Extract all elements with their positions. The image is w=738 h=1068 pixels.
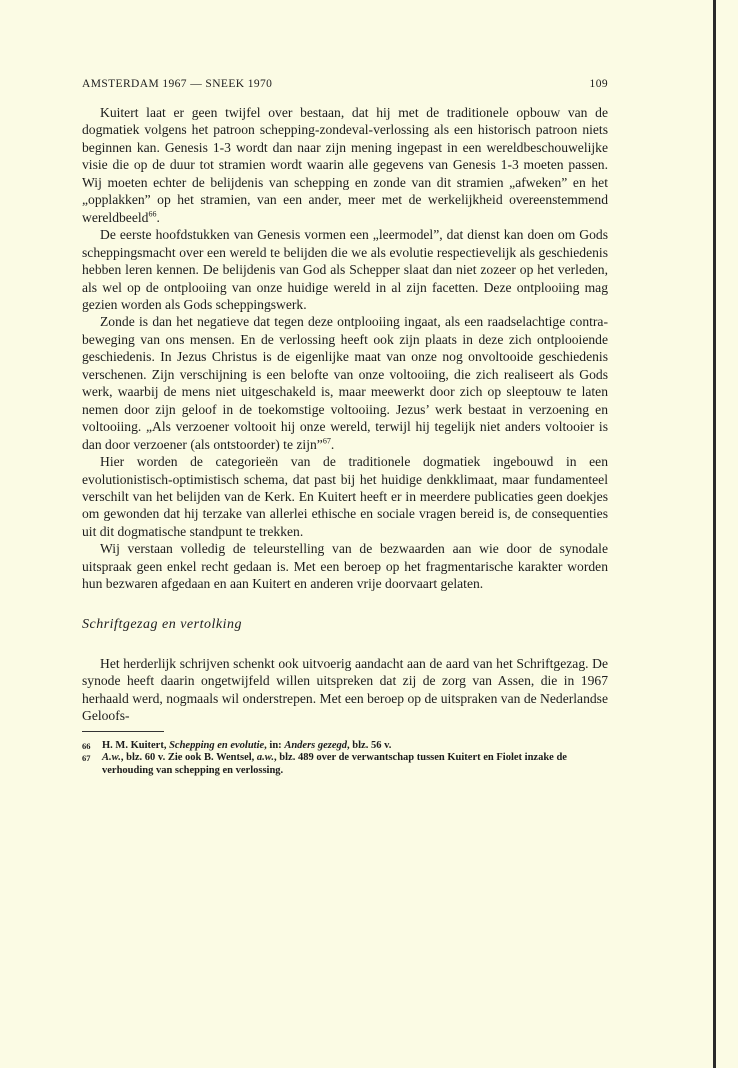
paragraph: De eerste hoofdstukken van Genesis vormen een „leermodel”, dat dienst kan doen om Gods scheppingsmacht over een wereld te belijden die we als evolutie respectievelijk als geschiedenis hebben leren kennen. De belijdenis van God als Schepper slaat dan niet zozeer op het verleden, als wel op de ontplooiing van onze huidige wereld in al zijn facetten. Deze ontplooiing mag gezien worden als Gods scheppingswerk. [82,227,608,312]
footnote-ref-66: 66 [148,209,157,219]
paragraph: Wij verstaan volledig de teleurstelling van de bezwaarden aan wie door de synodale uitspraak geen enkel recht gedaan is. Met een beroep op het fragmentarische karakter worden hun bezwaren afgedaan en aan Kuitert en anderen vrije doorvaart gelaten. [82,541,608,592]
page-number: 109 [589,78,608,90]
paragraph: Kuitert laat er geen twijfel over bestaan, dat hij met de traditionele opbouw van de dogmatiek volgens het patroon schepping-zondeval-verlossing als een historisch patroon niets beginnen kan. Genesis 1-3 wordt dan naar zijn mening ingepast in een wereldbeschouwelijke visie die op de duur tot stramien wordt waarin alle gegevens van Genesis 1-3 moeten passen. Wij moeten echter de belijdenis van schepping en zonde van dit stramien „afweken” en het „opplakken” op het stramien, van een ander, meer met de werkelijkheid overeenstemmend wereldbeeld$^{66}$. [82,105,608,225]
footnote-ref-67: 67 [322,436,331,446]
footnote-67: 67 A.w., blz. 60 v. Zie ook B. Wentsel, a.w., blz. 489 over de verwantschap tussen Kuitert en Fiolet inzake de verhouding van schepping en verlossing. [82,752,567,776]
paragraph: Zonde is dan het negatieve dat tegen deze ontplooiing ingaat, als een raadselachtige contra-beweging van ons mensen. En de verlossing heeft ook zijn plaats in deze zich ontplooiende geschiedenis. In Jezus Christus is de eigenlijke maat van onze nog onvoltooide geschiedenis verschenen. Zijn verschijning is een belofte van onze voltooiing, die zich realiseert als Gods werk, waarbij de mens niet uitgeschakeld is, maar meewerkt door zich op sleeptouw te laten nemen door zijn geloof in de toekomstige voltooiing. Jezus’ werk bestaat in verzoening en voltooiing. „Als verzoener voltooit hij onze wereld, terwijl hij tegelijk niet anders voltooier is dan door verzoener (als ontstoorder) te zijn”$^{67}$. [82,314,608,452]
paragraph: Hier worden de categorieën van de traditionele dogmatiek ingebouwd in een evolutionistisch-optimistisch schema, dat past bij het huidige denkklimaat, maar fundamenteel verschilt van het belijden van de Kerk. En Kuitert heeft er in meerdere publicaties geen doekjes om gewonden dat hij terzake van allerlei ethische en sociale vragen bereid is, de consequenties uit dit dogmatische standpunt te trekken. [82,454,608,539]
running-head [82,78,608,90]
book-page [82,78,608,777]
footnote-rule [82,731,164,735]
footnote-66: 66 H. M. Kuitert, Schepping en evolutie, in: Anders gezegd, blz. 56 v. [82,739,392,751]
footnote-number: 67 [82,753,91,763]
running-head-title: AMSTERDAM 1967 — SNEEK 1970 [82,78,273,90]
paragraph: Het herderlijk schrijven schenkt ook uitvoerig aandacht aan de aard van het Schriftgezag. De synode heeft daarin ongetwijfeld willen uitspreken dat zij de zorg van Assen, die in 1967 herhaald werd, nogmaals wil onderstrepen. Met een beroep op de uitspraken van de Nederlandse Geloofs- [82,655,608,724]
footnotes [82,740,608,778]
footnote-number: 66 [82,740,91,751]
section-heading: Schriftgezag en vertolking [82,616,242,632]
body-text [82,104,608,725]
book-spine-edge [713,0,716,1068]
